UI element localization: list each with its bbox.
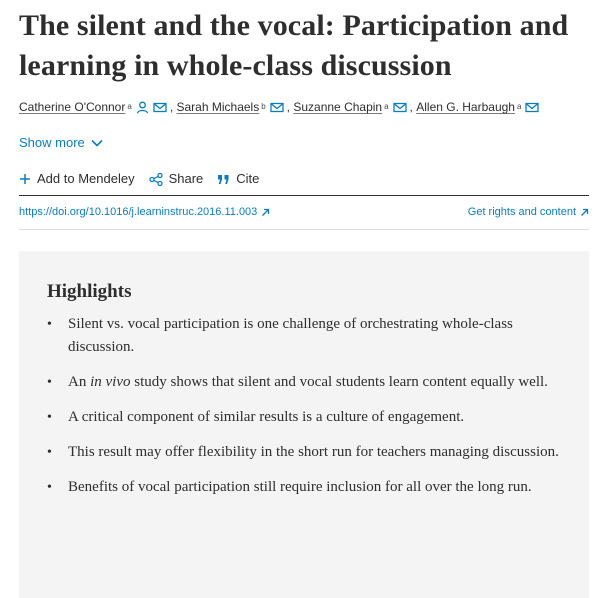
quote-icon	[217, 174, 230, 185]
highlights-list	[47, 313, 567, 511]
highlight-text: This result may offer flexibility in the short run for teachers managing discussion.	[68, 444, 559, 460]
highlights-panel	[19, 251, 589, 598]
highlight-item	[47, 476, 567, 499]
author-entry	[177, 98, 291, 116]
highlight-text: A critical component of similar results is a culture of engagement.	[68, 409, 465, 425]
author-affiliation: b	[261, 102, 266, 111]
email-icon[interactable]	[270, 102, 284, 113]
show-more-label: Show more	[19, 135, 85, 150]
email-icon[interactable]	[153, 102, 167, 113]
author-separator: ,	[409, 100, 413, 114]
show-more-button[interactable]	[19, 134, 103, 152]
article-title: The silent and the vocal: Participation and learning in whole-class discussion	[19, 9, 569, 82]
author-list	[19, 98, 594, 116]
author-entry	[19, 98, 173, 116]
email-icon[interactable]	[393, 102, 407, 113]
plus-icon	[19, 173, 31, 185]
rights-text: Get rights and content	[467, 206, 576, 218]
highlight-text: Benefits of vocal participation still require inclusion for all over the long run.	[68, 479, 532, 495]
external-arrow-icon	[580, 208, 589, 217]
divider	[19, 229, 589, 230]
cite-label: Cite	[236, 171, 260, 186]
author-affiliation: a	[127, 102, 132, 111]
author-name-link[interactable]: Catherine O'Connor	[19, 100, 126, 114]
author-affiliation: a	[384, 102, 389, 111]
external-arrow-icon	[261, 208, 270, 217]
share-label: Share	[168, 171, 204, 186]
highlights-heading: Highlights	[47, 281, 132, 302]
highlight-text: An	[68, 374, 91, 390]
author-name-link[interactable]: Suzanne Chapin	[293, 100, 383, 114]
article-actions	[19, 170, 273, 188]
add-to-mendeley-label: Add to Mendeley	[37, 171, 135, 186]
highlight-item	[47, 371, 567, 394]
author-name-link[interactable]: Sarah Michaels	[176, 100, 260, 114]
chevron-down-icon	[91, 139, 103, 147]
highlight-text: Silent vs. vocal participation is one challenge of orchestrating whole-class discussion.	[68, 316, 513, 355]
author-name-link[interactable]: Allen G. Harbaugh	[416, 100, 515, 114]
highlight-item	[47, 406, 567, 429]
share-icon	[149, 173, 163, 186]
divider	[19, 195, 589, 196]
cite-button[interactable]	[217, 170, 259, 188]
get-rights-link[interactable]	[468, 204, 589, 220]
author-separator: ,	[169, 100, 174, 114]
author-entry	[293, 98, 413, 116]
doi-link[interactable]	[19, 204, 270, 220]
highlight-item	[47, 313, 567, 359]
doi-row	[19, 204, 589, 220]
author-entry	[416, 98, 539, 116]
add-to-mendeley-button[interactable]	[19, 170, 135, 188]
doi-text: https://doi.org/10.1016/j.learninstruc.2016.11.003	[19, 206, 258, 218]
author-separator: ,	[286, 100, 291, 114]
share-button[interactable]	[149, 170, 204, 188]
highlight-text: study shows that silent and vocal students learn content equally well.	[130, 374, 548, 390]
author-affiliation: a	[516, 102, 522, 111]
highlight-item	[47, 441, 567, 464]
highlight-emphasis: in vivo	[90, 374, 131, 390]
person-icon[interactable]	[136, 101, 149, 114]
email-icon[interactable]	[525, 102, 539, 113]
